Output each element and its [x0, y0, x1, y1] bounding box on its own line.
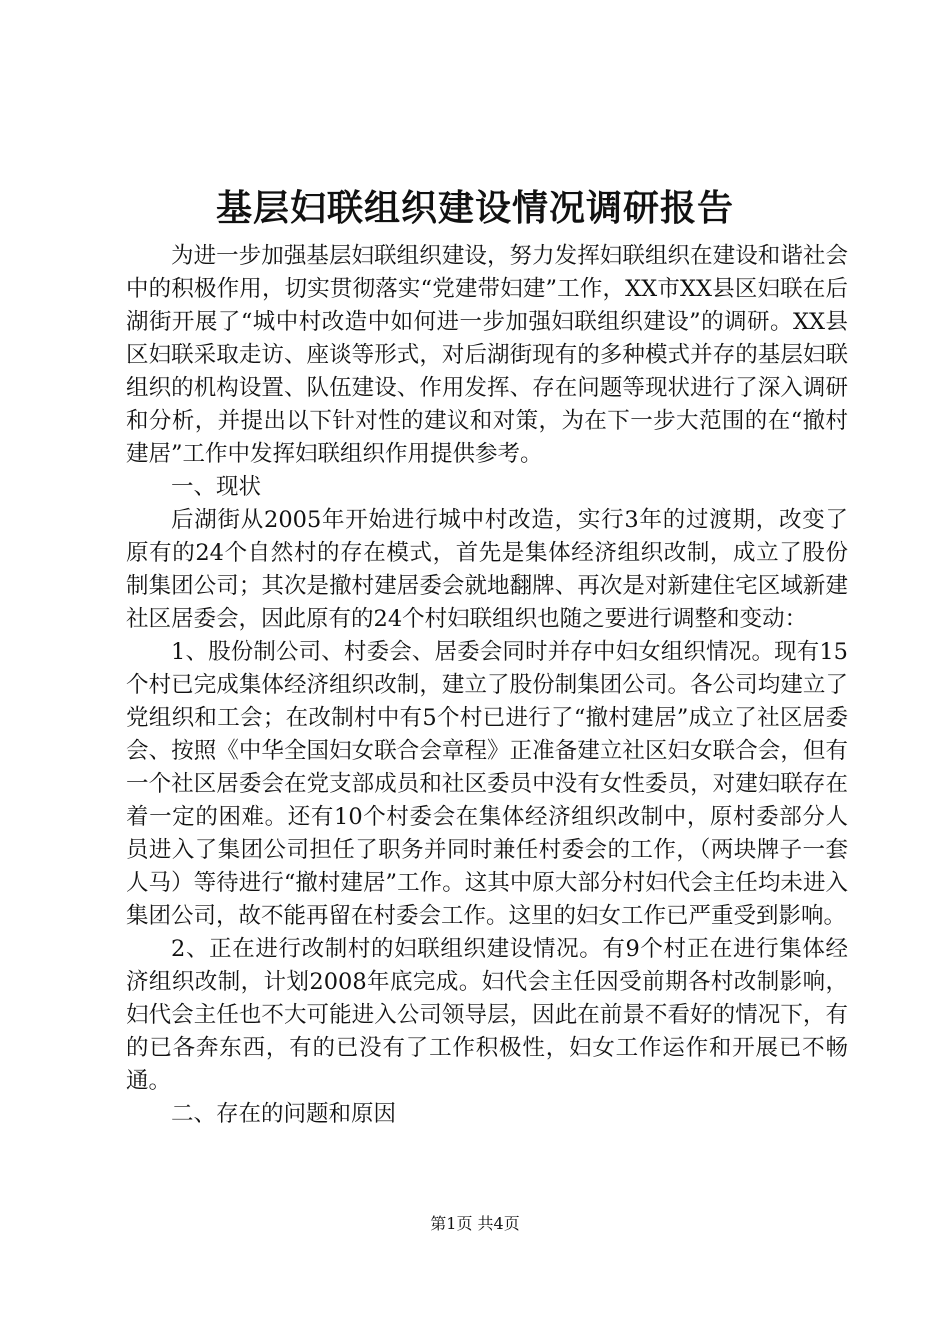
- document-body: [126, 240, 848, 1131]
- page-footer: 第1页 共4页: [430, 1214, 520, 1233]
- status-item-2-paragraph: 2、正在进行改制村的妇联组织建设情况。有9个村正在进行集体经济组织改制，计划2008年底完成。妇代会主任因受前期各村改制影响，妇代会主任也不大可能进入公司领导层，因此在前景不看好的情况下，有的已各奔东西，有的已没有了工作积极性，妇女工作运作和开展已不畅通。: [126, 936, 848, 1094]
- document-title: 基层妇联组织建设情况调研报告: [215, 187, 734, 229]
- status-paragraph: 后湖街从2005年开始进行城中村改造，实行3年的过渡期，改变了原有的24个自然村的存在模式，首先是集体经济组织改制，成立了股份制集团公司；其次是撤村建居委会就地翻牌、再次是对新建住宅区域新建社区居委会，因此原有的24个村妇联组织也随之要进行调整和变动：: [126, 507, 848, 632]
- intro-paragraph: 为进一步加强基层妇联组织建设，努力发挥妇联组织在建设和谐社会中的积极作用，切实贯彻落实“党建带妇建”工作，XX市XX县区妇联在后湖街开展了“城中村改造中如何进一步加强妇联组织建设”的调研。XX县区妇联采取走访、座谈等形式，对后湖街现有的多种模式并存的基层妇联组织的机构设置、队伍建设、作用发挥、存在问题等现状进行了深入调研和分析，并提出以下针对性的建议和对策，为在下一步大范围的在“撤村建居”工作中发挥妇联组织作用提供参考。: [126, 243, 848, 467]
- status-item-1-paragraph: 1、股份制公司、村委会、居委会同时并存中妇女组织情况。现有15个村已完成集体经济组织改制，建立了股份制集团公司。各公司均建立了党组织和工会；在改制村中有5个村已进行了“撤村建居”成立了社区居委会、按照《中华全国妇女联合会章程》正准备建立社区妇女联合会，但有一个社区居委会在党支部成员和社区委员中没有女性委员，对建妇联存在着一定的困难。还有10个村委会在集体经济组织改制中，原村委部分人员进入了集团公司担任了职务并同时兼任村委会的工作，（两块牌子一套人马）等待进行“撤村建居”工作。这其中原大部分村妇代会主任均未进入集团公司，故不能再留在村委会工作。这里的妇女工作已严重受到影响。: [126, 639, 848, 929]
- section-heading-problems: 二、存在的问题和原因: [171, 1101, 397, 1127]
- section-heading-status: 一、现状: [171, 474, 262, 500]
